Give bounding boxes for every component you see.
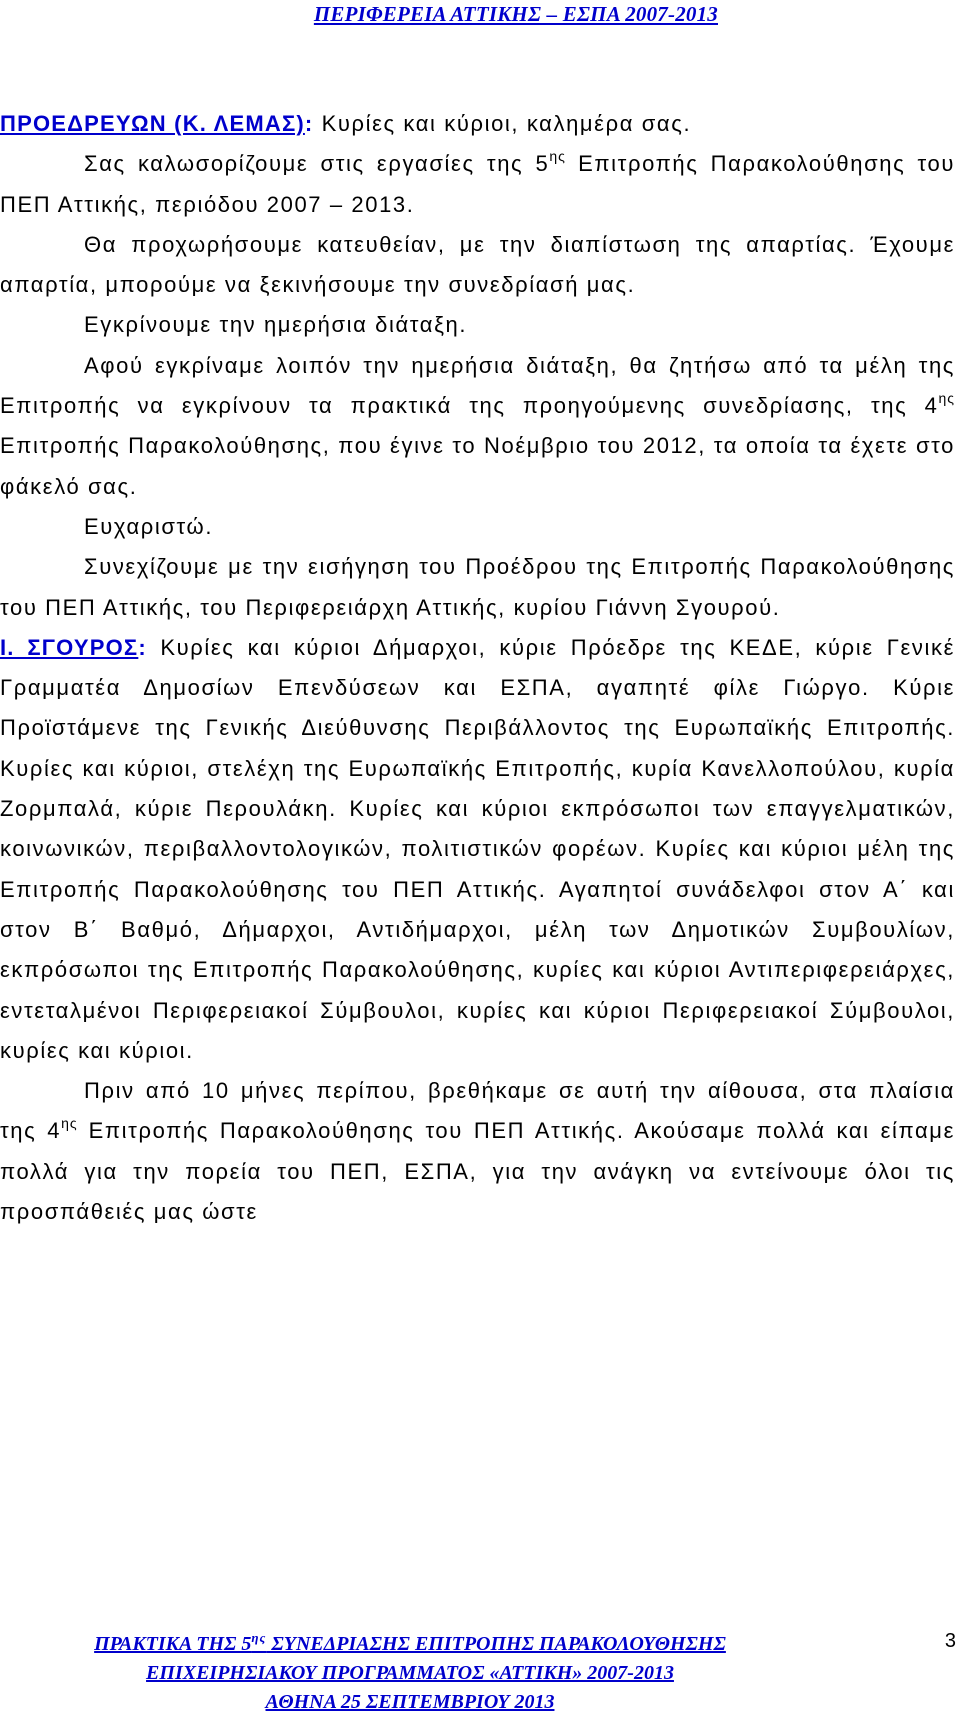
footer-line-1: ΠΡΑΚΤΙΚΑ ΤΗΣ $5^{\eta\varsigma}$ ΣΥΝΕΔΡΙΑΣΗΣ ΕΠΙΤΡΟΠΗΣ ΠΑΡΑΚΟΛΟΥΘΗΣΗΣ: [94, 1630, 726, 1655]
paragraph: Εγκρίνουμε την ημερήσια διάταξη.: [84, 312, 468, 338]
footer-line-2: ΕΠΙΧΕΙΡΗΣΙΑΚΟΥ ΠΡΟΓΡΑΜΜΑΤΟΣ «ΑΤΤΙΚΗ» 2007-2013: [146, 1662, 674, 1684]
ordinal-suffix: ης: [61, 1115, 78, 1132]
ordinal-suffix: ης: [549, 148, 566, 165]
footer-line-3: ΑΘΗΝΑ 25 ΣΕΠΤΕΜΒΡΙΟΥ 2013: [265, 1691, 555, 1713]
paragraph-text: Κυρίες και κύριοι, καλημέρα σας.: [321, 111, 692, 136]
page-footer: [0, 1630, 960, 1717]
transcript-body: [0, 104, 955, 1232]
page-header: [0, 2, 960, 27]
page-number: 3: [944, 1630, 956, 1652]
header-title: ΠΕΡΙΦΕΡΕΙΑ ΑΤΤΙΚΗΣ – ΕΣΠΑ 2007-2013: [313, 2, 718, 26]
speech-block-chair: ΠΡΟΕΔΡΕΥΩΝ (Κ. ΛΕΜΑΣ): Κυρίες και κύριοι, καλημέρα σας.: [0, 111, 692, 136]
paragraph: Αφού εγκρίναμε λοιπόν την ημερήσια διάταξη, θα ζητήσω από τα μέλη της Επιτροπής να εγκρίνουν τα πρακτικά της προηγούμενης συνεδρίασης, της $4^{\eta\varsigma}$ Επιτροπής Παρακολούθησης, που έγινε το Νοέμβριο του 2012, τα οποία τα έχετε στο φάκελό σας.: [0, 352, 955, 499]
speech-block-sgouros: Ι. ΣΓΟΥΡΟΣ: Κυρίες και κύριοι Δήμαρχοι, κύριε Πρόεδρε της ΚΕΔΕ, κύριε Γενικέ Γραμματέα Δημοσίων Επενδύσεων και ΕΣΠΑ, αγαπητέ φίλε Γιώργο. Κύριε Προϊστάμενε της Γενικής Διεύθυνσης Περιβάλλοντος της Ευρωπαϊκής Επιτροπής. Κυρίες και κύριοι, στελέχη της Ευρωπαϊκής Επιτροπής, κυρία Κανελλοπούλου, κυρία Ζορμπαλά, κύριε Περουλάκη. Κυρίες και κύριοι εκπρόσωποι των επαγγελματικών, κοινωνικών, περιβαλλοντολογικών, πολιτιστικών φορέων. Κυρίες και κύριοι μέλη της Επιτροπής Παρακολούθησης του ΠΕΠ Αττικής. Αγαπητοί συνάδελφοι στον Α΄ και στον Β΄ Βαθμό, Δήμαρχοι, Αντιδήμαρχοι, μέλη των Δημοτικών Συμβουλίων, εκπρόσωποι της Επιτροπής Παρακολούθησης, κυρίες και κύριοι Αντιπεριφερειάρχες, εντεταλμένοι Περιφερειακοί Σύμβουλοι, κυρίες και κύριοι Περιφερειακοί Σύμβουλοι, κυρίες και κύριοι.: [0, 634, 955, 1063]
paragraph-text: Κυρίες και κύριοι Δήμαρχοι, κύριε Πρόεδρε της ΚΕΔΕ, κύριε Γενικέ Γραμματέα Δημοσίων Επενδύσεων και ΕΣΠΑ, αγαπητέ φίλε Γιώργο. Κύριε Προϊστάμενε της Γενικής Διεύθυνσης Περιβάλλοντος της Ευρωπαϊκής Επιτροπής. Κυρίες και κύριοι, στελέχη της Ευρωπαϊκής Επιτροπής, κυρία Κανελλοπούλου, κυρία Ζορμπαλά, κύριε Περουλάκη. Κυρίες και κύριοι εκπρόσωποι των επαγγελματικών, κοινωνικών, περιβαλλοντολογικών, πολιτιστικών φορέων. Κυρίες και κύριοι μέλη της Επιτροπής Παρακολούθησης του ΠΕΠ Αττικής. Αγαπητοί συνάδελφοι στον Α΄ και στον Β΄ Βαθμό, Δήμαρχοι, Αντιδήμαρχοι, μέλη των Δημοτικών Συμβουλίων, εκπρόσωποι της Επιτροπής Παρακολούθησης, κυρίες και κύριοι Αντιπεριφερειάρχες, εντεταλμένοι Περιφερειακοί Σύμβουλοι, κυρίες και κύριοι Περιφερειακοί Σύμβουλοι, κυρίες και κύριοι.: [0, 634, 955, 1063]
ordinal-suffix: ης: [938, 390, 955, 407]
paragraph: Σας καλωσορίζουμε στις εργασίες της $5^{\eta\varsigma}$ Επιτροπής Παρακολούθησης του ΠΕΠ Αττικής, περιόδου 2007 – 2013.: [0, 148, 955, 217]
paragraph: Θα προχωρήσουμε κατευθείαν, με την διαπίστωση της απαρτίας. Έχουμε απαρτία, μπορούμε να ξεκινήσουμε την συνεδρίασή μας.: [0, 231, 955, 298]
paragraph: Συνεχίζουμε με την εισήγηση του Προέδρου της Επιτροπής Παρακολούθησης του ΠΕΠ Αττικής, του Περιφερειάρχη Αττικής, κυρίου Γιάννη Σγουρού.: [0, 554, 955, 620]
speaker-name: ΠΡΟΕΔΡΕΥΩΝ (Κ. ΛΕΜΑΣ): [0, 111, 305, 136]
speaker-name: Ι. ΣΓΟΥΡΟΣ: [0, 634, 139, 660]
paragraph: Ευχαριστώ.: [84, 513, 214, 539]
paragraph: Πριν από 10 μήνες περίπου, βρεθήκαμε σε αυτή την αίθουσα, στα πλαίσια της $4^{\eta\varsigma}$ Επιτροπής Παρακολούθησης του ΠΕΠ Αττικής. Ακούσαμε πολλά και είπαμε πολλά για την πορεία του ΠΕΠ, ΕΣΠΑ, για την ανάγκη να εντείνουμε όλοι τις προσπάθειές μας ώστε: [0, 1078, 955, 1225]
